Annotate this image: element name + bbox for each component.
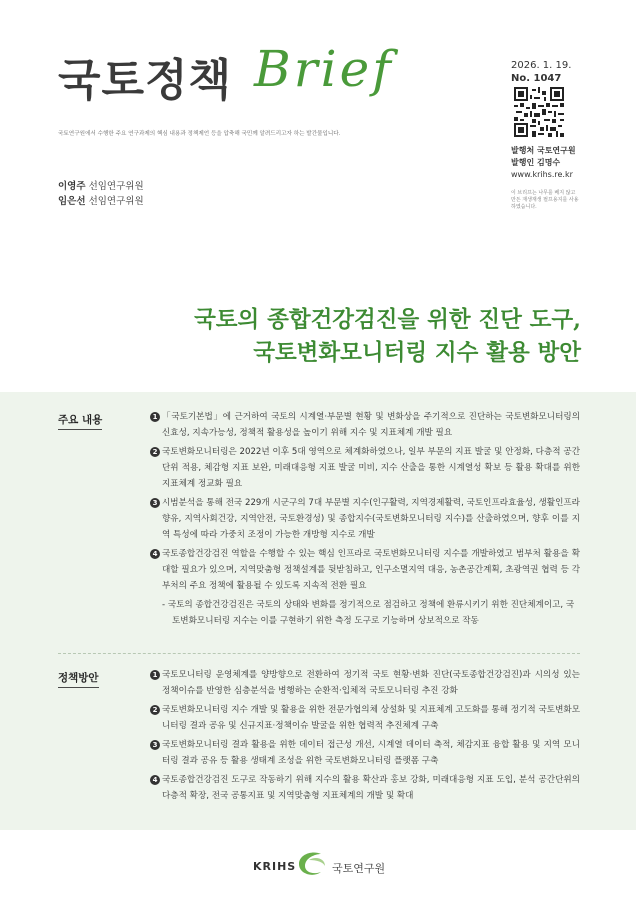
item-number-badge: 4 xyxy=(150,549,160,559)
editor-line: 발행인 김명수 xyxy=(511,158,561,167)
headline-line-2: 국토변화모니터링 지수 활용 방안 xyxy=(253,340,581,366)
publisher-line: 발행처 국토연구원 xyxy=(511,146,576,155)
footer xyxy=(0,846,636,886)
paper-note: 이 브리프는 나무를 베지 않고 만든 재생재생 펄프용지를 사용하였습니다. xyxy=(511,190,579,210)
item-number-badge: 3 xyxy=(150,740,160,750)
item-text: 국토변화모니터링 결과 활용을 위한 데이터 접근성 개선, 시계열 데이터 축적, 체감지표 융합 활용 및 지역 모니터링 결과 공유 등 활용 생태계 조성을 위한 국토변화모니터링 플랫폼 구축 xyxy=(162,740,580,766)
krihs-logo-icon xyxy=(295,848,327,878)
item-number-badge: 4 xyxy=(150,775,160,785)
publication-title: 국토정책 xyxy=(58,55,233,106)
main-content-list xyxy=(150,409,580,632)
policy-list xyxy=(150,667,580,807)
item-text: 국토변화모니터링 지수 개발 및 활용을 위한 전문가협의체 상설화 및 지표체계 고도화를 통해 정기적 국토변화모니터링 결과 공유 및 신규지표·정책이슈 발굴을 위한 협력적 추진체계 구축 xyxy=(162,705,580,731)
list-item xyxy=(150,772,580,804)
item-text: 「국토기본법」에 근거하여 국토의 시계열·부문별 현황 및 변화상을 주기적으로 진단하는 국토변화모니터링의 신효성, 지속가능성, 정책적 활용성을 높이기 위해 지수 및 지표체계 개발 필요 xyxy=(162,412,580,438)
author-name: 이영주 xyxy=(58,181,86,192)
footer-org: 국토연구원 xyxy=(332,862,386,875)
list-subitem: - 국토의 종합건강검진은 국토의 상태와 변화를 정기적으로 점검하고 정책에 환류시키기 위한 진단체계이고, 국토변화모니터링 지수는 이를 구현하기 위한 측정 도구로 기능하며 상보적으로 작동 xyxy=(162,600,575,626)
website-link[interactable]: www.krihs.re.kr xyxy=(511,170,573,179)
list-item xyxy=(150,702,580,734)
item-number-badge: 1 xyxy=(150,412,160,422)
item-number-badge: 2 xyxy=(150,705,160,715)
item-text: 국토모니터링 운영체계를 양방향으로 전환하여 정기적 국토 현황·변화 진단(국토종합건강검진)과 시의성 있는 정책이슈를 반영한 심층분석을 병행하는 순환적·입체적 국토모니터링 추진 강화 xyxy=(162,670,580,696)
issue-date: 2026. 1. 19. xyxy=(511,60,572,71)
list-item xyxy=(150,546,580,594)
qr-code-icon[interactable] xyxy=(514,87,564,137)
authors xyxy=(58,179,144,209)
publisher-info xyxy=(511,145,576,181)
item-number-badge: 3 xyxy=(150,498,160,508)
issue-number: No. 1047 xyxy=(511,73,562,84)
item-text: 국토변화모니터링은 2022년 이후 5대 영역으로 체계화하였으나, 일부 부문의 지표 발굴 및 안정화, 다층적 공간단위 적용, 체감형 지표 보완, 미래대응형 지표 발굴 미비, 지수 산출을 통한 시계열성 확보 등 활용 확대를 위한 지표체계 정교화 필요 xyxy=(162,447,580,489)
list-item xyxy=(150,444,580,492)
main-content-label: 주요 내용 xyxy=(58,412,102,430)
item-text: 국토종합건강검진 역할을 수행할 수 있는 핵심 인프라로 국토변화모니터링 지수를 개발하였고 범부처 활용을 확대할 필요가 있으며, 지역맞춤형 정책설계를 뒷받침하고, 인구소멸지역 대응, 농촌공간계획, 초광역권 협력 등 각 부처의 주요 정책에 활용될 수 있도록 지속적 전환 필요 xyxy=(162,549,580,591)
item-text: 시범분석을 통해 전국 229개 시군구의 7대 부문별 지수(인구활력, 지역경제활력, 국토인프라효율성, 생활인프라향유, 지역사회건강, 지역안전, 국토환경성) 및 종합지수(국토변화모니터링 지수)를 산출하였으며, 향후 이를 지역 특성에 따라 가중치 조정이 가능한 개방형 지수로 개발 xyxy=(162,498,580,540)
list-item xyxy=(150,495,580,543)
headline-line-1: 국토의 종합건강검진을 위한 진단 도구, xyxy=(194,307,581,333)
author xyxy=(58,194,144,209)
publication-tagline: 국토연구원에서 수행한 주요 연구과제의 핵심 내용과 정책제언 등을 압축해 국민께 알려드리고자 하는 발간물입니다. xyxy=(58,131,341,137)
item-text: 국토종합건강검진 도구로 작동하기 위해 지수의 활용 확산과 홍보 강화, 미래대응형 지표 도입, 분석 공간단위의 다층적 확장, 전국 공통지표 및 지역맞춤형 지표체계의 개발 및 확대 xyxy=(162,775,580,801)
item-number-badge: 2 xyxy=(150,447,160,457)
policy-label: 정책방안 xyxy=(58,670,99,688)
list-item xyxy=(150,667,580,699)
footer-brand: KRIHS xyxy=(253,860,297,873)
item-number-badge: 1 xyxy=(150,670,160,680)
issue-info xyxy=(511,59,571,85)
author-name: 임은선 xyxy=(58,196,86,207)
author xyxy=(58,179,144,194)
headline xyxy=(194,304,581,370)
section-divider xyxy=(58,653,580,654)
list-item xyxy=(150,737,580,769)
masthead xyxy=(58,40,438,120)
author-title: 선임연구위원 xyxy=(88,181,144,192)
author-title: 선임연구위원 xyxy=(88,196,144,207)
publication-title-brief: Brief xyxy=(254,40,394,98)
list-item xyxy=(150,409,580,441)
summary-box xyxy=(0,392,636,830)
